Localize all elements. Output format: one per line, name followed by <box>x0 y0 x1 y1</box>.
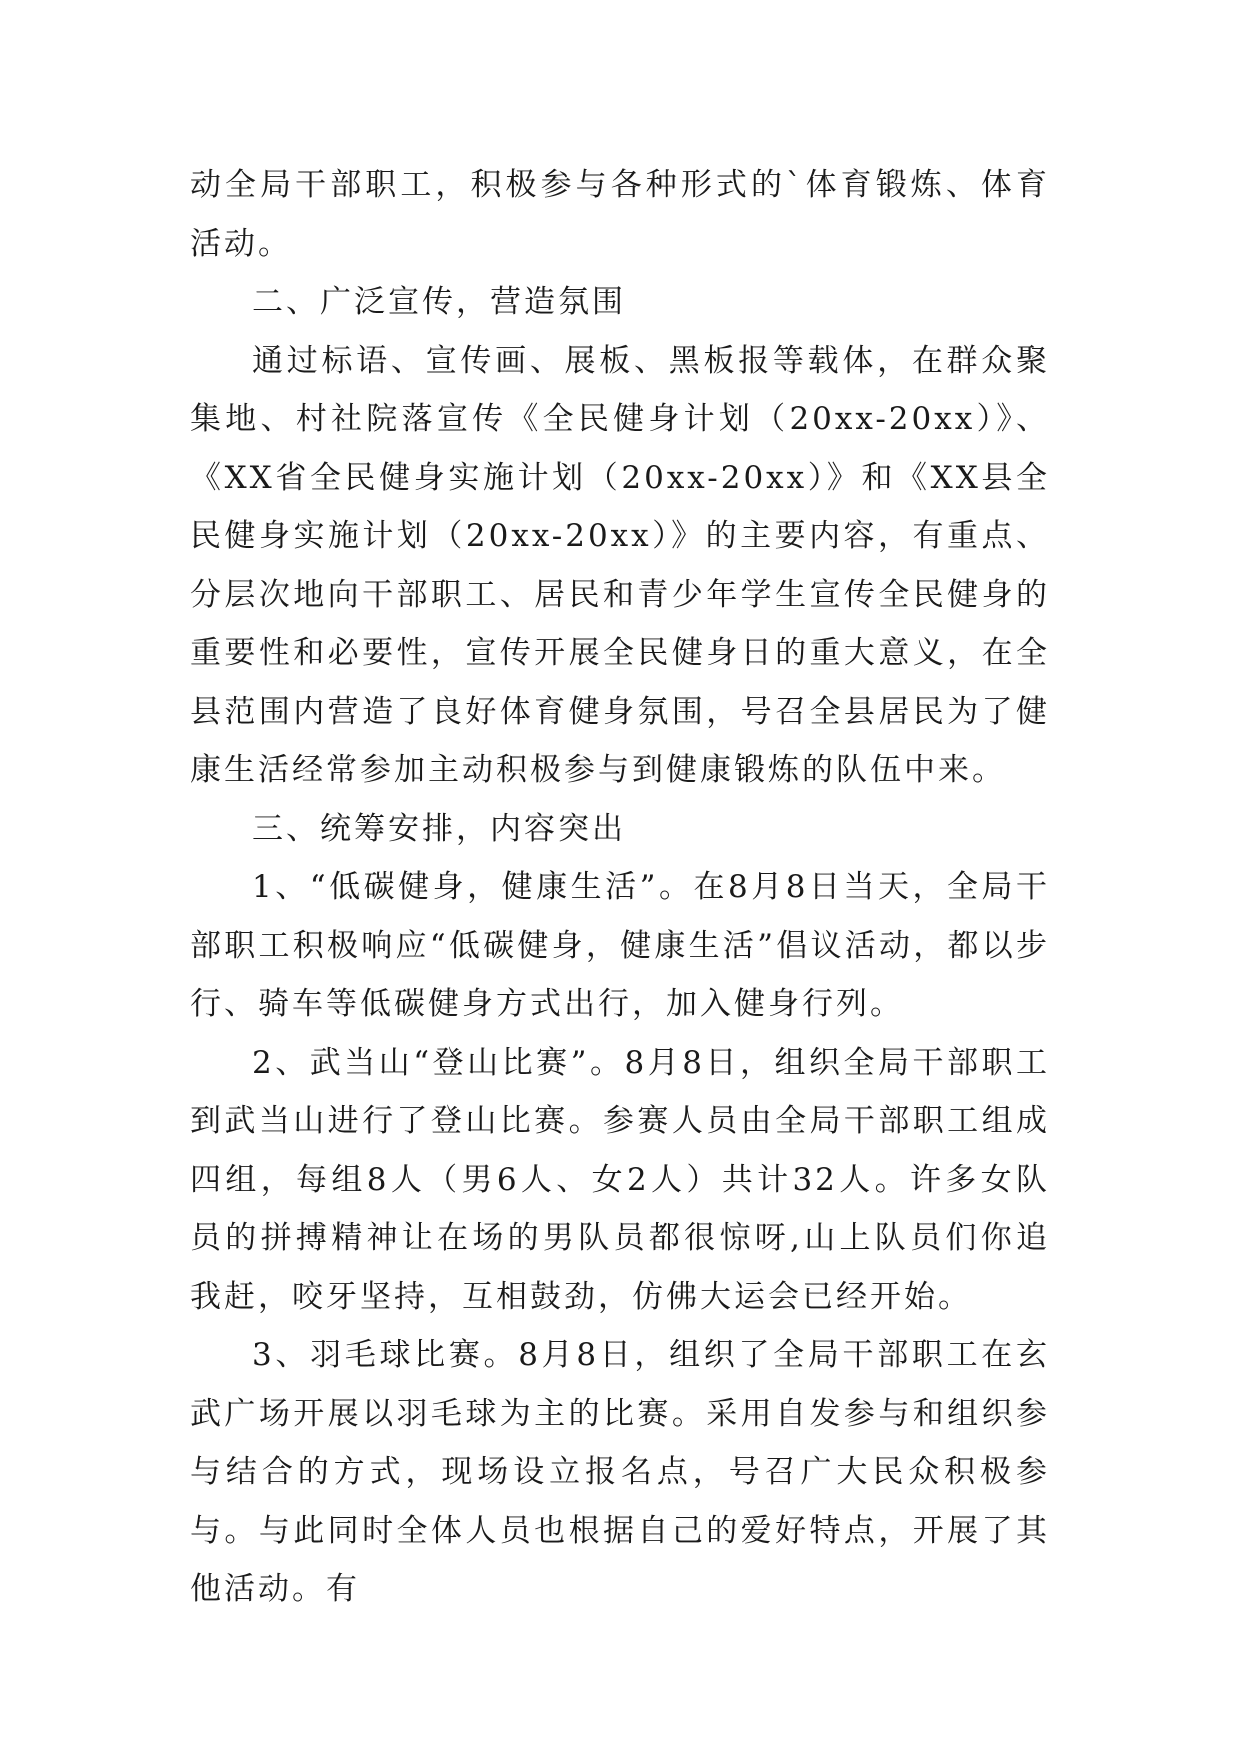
paragraph-item-3: 3、羽毛球比赛。8月8日，组织了全局干部职工在玄武广场开展以羽毛球为主的比赛。采用自发参与和组织参与结合的方式，现场设立报名点，号召广大民众积极参与。与此同时全体人员也根据自己的爱好特点，开展了其他活动。有 <box>190 1337 1050 1607</box>
section-heading-2: 二、广泛宣传，营造氛围 <box>252 284 626 320</box>
paragraph-continuation: 动全局干部职工，积极参与各种形式的`体育锻炼、体育活动。 <box>190 167 1050 262</box>
paragraph-item-2: 2、武当山“登山比赛”。8月8日，组织全局干部职工到武当山进行了登山比赛。参赛人员由全局干部职工组成四组，每组8人（男6人、女2人）共计32人。许多女队员的拼搏精神让在场的男队员都很惊呀,山上队员们你追我赶，咬牙坚持，互相鼓劲，仿佛大运会已经开始。 <box>190 1044 1050 1315</box>
document-body <box>190 156 1050 1619</box>
paragraph-publicity: 通过标语、宣传画、展板、黑板报等载体，在群众聚集地、村社院落宣传《全民健身计划（20xx-20xx）》、《XX省全民健身实施计划（20xx-20xx）》和《XX县全民健身实施计划（20xx-20xx）》的主要内容，有重点、分层次地向干部职工、居民和青少年学生宣传全民健身的重要性和必要性，宣传开展全民健身日的重大意义，在全县范围内营造了良好体育健身氛围，号召全县居民为了健康生活经常参加主动积极参与到健康锻炼的队伍中来。 <box>190 342 1050 788</box>
section-heading-3: 三、统筹安排，内容突出 <box>252 810 626 847</box>
paragraph-item-1: 1、“低碳健身，健康生活”。在8月8日当天，全局干部职工积极响应“低碳健身，健康生活”倡议活动，都以步行、骑车等低碳健身方式出行，加入健身行列。 <box>190 869 1050 1022</box>
